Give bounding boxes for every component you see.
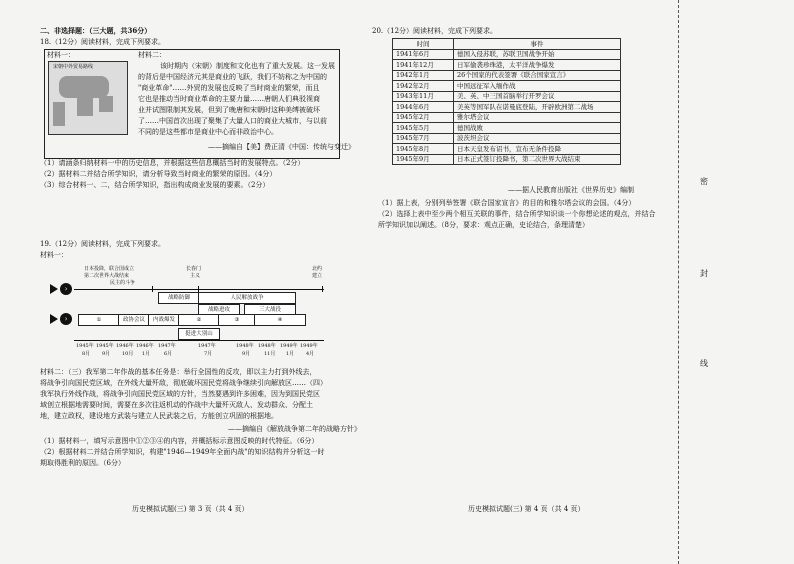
q19-m2-source: ——摘编自《解放战争第二年的战略方针》 <box>228 425 361 433</box>
top-label: 北约 <box>312 266 323 272</box>
q18-req-1: （1）请涵条归纳材料一中的历史信息，并根据这些信息概括当时的发展特点。（2分） <box>40 159 305 167</box>
month-label: 7月 <box>204 351 213 357</box>
segment-1: ① <box>78 314 120 326</box>
table-row <box>393 70 621 81</box>
year-label: 1945年 <box>76 343 94 349</box>
q19-stem: 19.（12分）阅读材料，完成下列要求。 <box>40 240 166 248</box>
month-label: 1月 <box>142 351 151 357</box>
q18-m2-line: 它也是推动当时商业革命的主要力量……唐朝人们典驳视商 <box>138 95 320 103</box>
tick <box>322 286 323 292</box>
segment-2: ② <box>178 314 220 326</box>
top-label: 建立 <box>312 273 323 279</box>
trade-route-map <box>48 61 128 135</box>
cell-event: 德国战败 <box>454 123 621 134</box>
cell-event: 德国入侵苏联，苏联卫国战争开始 <box>454 49 621 60</box>
month-label: 11月 <box>264 351 276 357</box>
year-label: 1948年 <box>236 343 254 349</box>
month-label: 8月 <box>82 351 91 357</box>
top-label: 日本投降，联合国成立 <box>84 266 135 272</box>
table-row <box>393 49 621 60</box>
q18-m2-line: 业并试图限制其发展，但到了晚唐和宋朝时这种美缚被破坏 <box>138 106 320 114</box>
cell-time: 1942年1月 <box>393 70 454 81</box>
year-label: 1946年 <box>136 343 154 349</box>
top-label: 第二次世界大战结束 <box>84 273 130 279</box>
binding-label: 线 <box>700 359 708 368</box>
q20-source: ——据人民教育出版社《世界历史》编制 <box>508 186 634 194</box>
q19-m2-line: 将战争引向国民党区域，在外线大量歼敌，彻底破坏国民党将战争继续引向解放区……（四） <box>40 379 327 387</box>
events-table <box>392 38 621 165</box>
table-row <box>393 144 621 155</box>
q18-m2-line: 该时期内（宋朝）制度和文化也有了重大发展。这一发展 <box>160 62 335 70</box>
q19-m2-line: 材料二：（三）我军第二年作战的基本任务是：举行全国性的反攻，即以主力打到外线去， <box>40 368 317 376</box>
cell-event: 雅尔塔会议 <box>454 112 621 123</box>
cell-time: 1945年2月 <box>393 112 454 123</box>
table-header-row <box>393 39 621 50</box>
phase-defense: 战略防御 <box>158 292 200 304</box>
cell-time: 1941年12月 <box>393 60 454 71</box>
month-label: 1月 <box>286 351 295 357</box>
year-label: 1949年 <box>300 343 318 349</box>
tick <box>152 286 153 292</box>
q18-m1-label: 材料一： <box>47 51 75 59</box>
cell-time: 1945年8月 <box>393 144 454 155</box>
q20-stem: 20.（12分）阅读材料，完成下列要求。 <box>372 27 498 35</box>
month-label: 10月 <box>122 351 134 357</box>
year-label: 1948年 <box>258 343 276 349</box>
year-label: 1947年 <box>198 343 216 349</box>
q18-m2-line: "商业革命"……外贸的发展也反映了当时商业的繁荣，而且 <box>138 84 320 92</box>
table-row <box>393 112 621 123</box>
page-footer-right: 历史模拟试题(三) 第 4 页（共 4 页） <box>468 505 585 513</box>
q18-req-2: （2）据材料二并结合所学知识，请分析导致当时商业的繁荣的原因。（4分） <box>40 170 277 178</box>
cell-event: 日军偷袭珍珠港，太平洋战争爆发 <box>454 60 621 71</box>
q19-m2-line: 我军执行外线作战，将战争引向国民党区域的方针，当然要遇到许多困难，因为到国民党区 <box>40 390 320 398</box>
top-label: 主义 <box>190 273 201 279</box>
q18-m2-line: 不同的是这些都市是商业中心而非政治中心。 <box>138 128 278 136</box>
year-label: 1945年 <box>96 343 114 349</box>
q20-req-2a: （2）选择上表中至少两个相互关联的事件，结合所学知识谈一个你想论述的观点，并结合 <box>378 210 656 218</box>
q19-req-1: （1）据材料一，填写示意图中①②③④的内容，并概括标示意图反映的时代特征。（6分） <box>40 437 319 445</box>
q20-req-2b: 所学知识加以阐述。（8分，要求：观点正确，史论结合，条理清楚） <box>378 221 589 229</box>
month-label: 9月 <box>102 351 111 357</box>
map-land <box>53 102 65 126</box>
month-label: 9月 <box>242 351 251 357</box>
phase-three-campaigns: 三大战役 <box>244 304 296 316</box>
binding-label: 封 <box>700 269 708 278</box>
segment-dabie: 挺进大别山 <box>178 328 220 340</box>
phase-offense: 战略进攻 <box>198 304 240 316</box>
map-land <box>59 76 109 98</box>
cell-event: 波茨坦会议 <box>454 133 621 144</box>
month-label: 6月 <box>164 351 173 357</box>
q19-req-2a: （2）根据材料二并结合所学知识，构建"1946—1949年全面内战"的知识结构并分析这一时 <box>40 448 325 456</box>
page-footer-left: 历史模拟试题(三) 第 3 页（共 4 页） <box>132 505 249 513</box>
cell-time: 1941年6月 <box>393 49 454 60</box>
header-event: 事件 <box>454 39 621 50</box>
cell-time: 1943年11月 <box>393 91 454 102</box>
segment-4: ④ <box>254 314 306 326</box>
q18-stem: 18.（12分）阅读材料，完成下列要求。 <box>40 38 166 46</box>
segment-3: ③ <box>218 314 256 326</box>
timeline-lower-line <box>74 340 324 341</box>
table-row <box>393 133 621 144</box>
table-row <box>393 123 621 134</box>
top-label: 民主的斗争 <box>110 280 136 286</box>
circle-marker-icon: › <box>60 283 72 295</box>
year-label: 1946年 <box>116 343 134 349</box>
cell-time: 1944年6月 <box>393 102 454 113</box>
q18-req-3: （3）综合材料一、二，结合所学知识，指出构成商业发展的要素。（2分） <box>40 181 270 189</box>
month-label: 4月 <box>306 351 315 357</box>
q19-m2-line: 地，建立政权，建设地方武装与建立人民武装之后，方能创立巩固的根据地。 <box>40 412 278 420</box>
cell-event: 日本正式签订投降书，第二次世界大战结束 <box>454 154 621 165</box>
table-row <box>393 60 621 71</box>
map-land <box>77 98 93 116</box>
q18-m2-line: 的背后是中国经济元其是商业的飞跃，我们不妨称之为中国的 <box>138 73 327 81</box>
cell-time: 1945年5月 <box>393 123 454 134</box>
map-land <box>99 96 113 112</box>
q20-req-1: （1）据上表，分别列举签署《联合国家宣言》的目的和雅尔塔会议的会国。（4分） <box>378 199 636 207</box>
q18-m2-source: ——摘编自【美】费正清《中国：传统与变迁》 <box>208 143 355 151</box>
binding-line <box>678 0 680 564</box>
q19-m1-label: 材料一： <box>40 251 68 259</box>
section-title: 二、非选择题：（三大题，共36分） <box>40 26 152 35</box>
cell-time: 1945年9月 <box>393 154 454 165</box>
table-row <box>393 91 621 102</box>
year-label: 1949年 <box>280 343 298 349</box>
cell-event: 中国远征军入缅作战 <box>454 81 621 92</box>
timeline-upper-line <box>74 289 324 290</box>
cell-event: 美、英、中三国首脑举行开罗会议 <box>454 91 621 102</box>
q19-req-2b: 期取得胜利的原因。（6分） <box>40 459 125 467</box>
table-row <box>393 81 621 92</box>
q18-m2-label: 材料二： <box>138 51 166 59</box>
year-label: 1947年 <box>158 343 176 349</box>
top-label: 长春门 <box>186 266 202 272</box>
circle-marker-icon: › <box>60 313 72 325</box>
segment-civil-war: 内战爆发 <box>148 314 180 326</box>
q18-m2-line: 了……中国首次出现了聚集了大量人口的商业大城市，与以前 <box>138 117 327 125</box>
cell-event: 26个国家的代表签署《联合国家宣言》 <box>454 70 621 81</box>
cell-time: 1945年7月 <box>393 133 454 144</box>
phase-liberation-war: 人民解放战争 <box>198 292 296 304</box>
map-title: 宋朝中外贸易路线 <box>53 64 94 70</box>
q19-m2-line: 域创立根据地需要时间，需要在多次往返机动的作战中大量歼灭敌人、发动群众、分配土 <box>40 401 313 409</box>
cell-event: 日本天皇发布诏书，宣布无条件投降 <box>454 144 621 155</box>
arrow-icon <box>50 284 58 294</box>
table-row <box>393 102 621 113</box>
binding-label: 密 <box>700 177 708 186</box>
table-row <box>393 154 621 165</box>
cell-event: 美英等国军队在诺曼底登陆，开辟欧洲第二战场 <box>454 102 621 113</box>
cell-time: 1942年2月 <box>393 81 454 92</box>
arrow-icon <box>50 314 58 324</box>
segment-pcc: 政协会议 <box>118 314 150 326</box>
header-time: 时间 <box>393 39 454 50</box>
